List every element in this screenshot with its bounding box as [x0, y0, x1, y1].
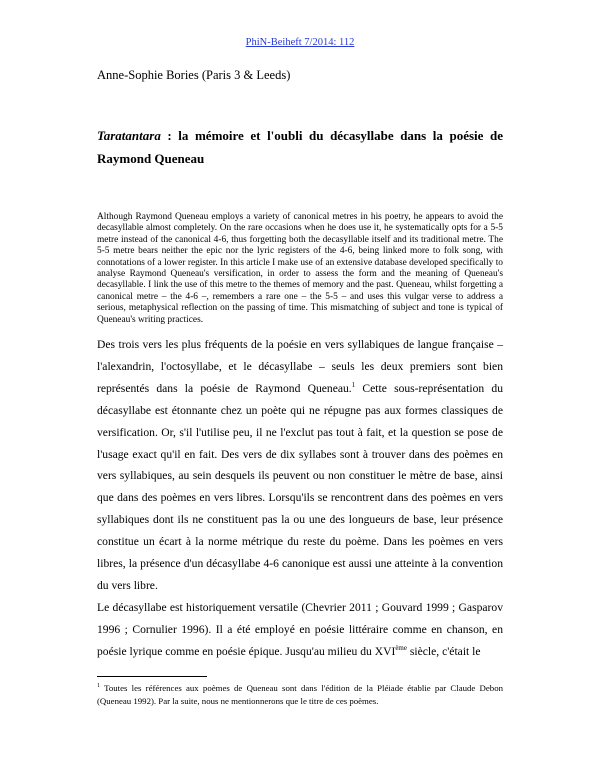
abstract-text: Although Raymond Queneau employs a variety of canonical metres in his poetry, he appears to avoid the decasyllable almost completely. On the rare occasions when he does use it, he systematically opts for a 5-5 metre instead of the canonical 4-6, thus forgetting both the decasyllable itself and its traditional metre. The 5-5 metre bears neither the epic nor the lyric registers of the 4-6, being linked more to folk song, with connotations of a lower register. In this article I make use of an extensive database developed specifically to analyse Raymond Queneau's versification, in order to assess the form and the meaning of Queneau's decasyllable. I link the use of this metre to the themes of memory and the past. Queneau, whilst forgetting a canonical metre – the 4-6 –, remembers a rare one – the 5-5 – and uses this vulgar verse to address a serious, metaphysical reflection on the passing of time. This mismatching of subject and tone is typical of Queneau's writing practices.	[97, 212, 503, 325]
paragraph-2	[97, 597, 503, 663]
article-title	[97, 124, 503, 170]
paragraph-2-part-b: siècle, c'était le	[406, 644, 481, 658]
footnote-separator	[97, 676, 207, 677]
title-italic-part: Taratantara	[97, 128, 161, 143]
paragraph-2-part-a: Le décasyllabe est historiquement versatile (Chevrier 2011 ; Gouvard 1999 ; Gasparov 1996 ; Cornulier 1996). Il a été employé en poésie littéraire comme en chanson, en poésie lyrique comme en poésie épique. Jusqu'au milieu du XVI	[97, 600, 503, 658]
century-suffix: ème	[395, 643, 407, 652]
footnote-text: Toutes les références aux poèmes de Queneau sont dans l'édition de la Pléiade établie par Claude Debon (Queneau 1992). Par la suite, nous ne mentionnerons que le titre de ces poèmes.	[97, 683, 503, 706]
journal-reference-link[interactable]: PhiN-Beiheft 7/2014: 112	[245, 37, 355, 48]
body-text	[97, 334, 503, 663]
author-line: Anne-Sophie Bories (Paris 3 & Leeds)	[97, 68, 291, 82]
paragraph-1	[97, 334, 503, 597]
paragraph-1-part-a: Des trois vers les plus fréquents de la poésie en vers syllabiques de langue française – l'alexandrin, l'octosyllabe, et le décasyllabe – seuls les deux premiers sont bien représentés dans la poésie de Raymond Queneau.	[97, 338, 503, 395]
footnote-ref[interactable]: 1	[351, 380, 356, 389]
footnote	[97, 682, 503, 708]
abstract	[97, 212, 503, 326]
title-rest: : la mémoire et l'oubli du décasyllabe dans la poésie de Raymond Queneau	[97, 128, 503, 166]
footnote-number: 1	[97, 683, 100, 690]
paragraph-1-part-b: Cette sous-représentation du décasyllabe est étonnante chez un poète qui ne répugne pas aux formes classiques de versification. Or, s'il l'utilise peu, il ne l'exclut pas tout à fait, et la question se pose de l'usage exact qu'il en fait. Des vers de dix syllabes sont à trouver dans des poèmes en vers syllabiques, au sein desquels ils peuvent ou non constituer le mètre de base, ainsi que dans des poèmes en vers libres. Lorsqu'ils se rencontrent dans des poèmes en vers syllabiques dont ils ne constituent pas la ou une des longueurs de base, leur présence constitue un écart à la norme métrique du reste du poème. Dans les poèmes en vers libres, la présence d'un décasyllabe 4-6 canonique est aussi une atteinte à la convention du vers libre.	[97, 381, 504, 592]
